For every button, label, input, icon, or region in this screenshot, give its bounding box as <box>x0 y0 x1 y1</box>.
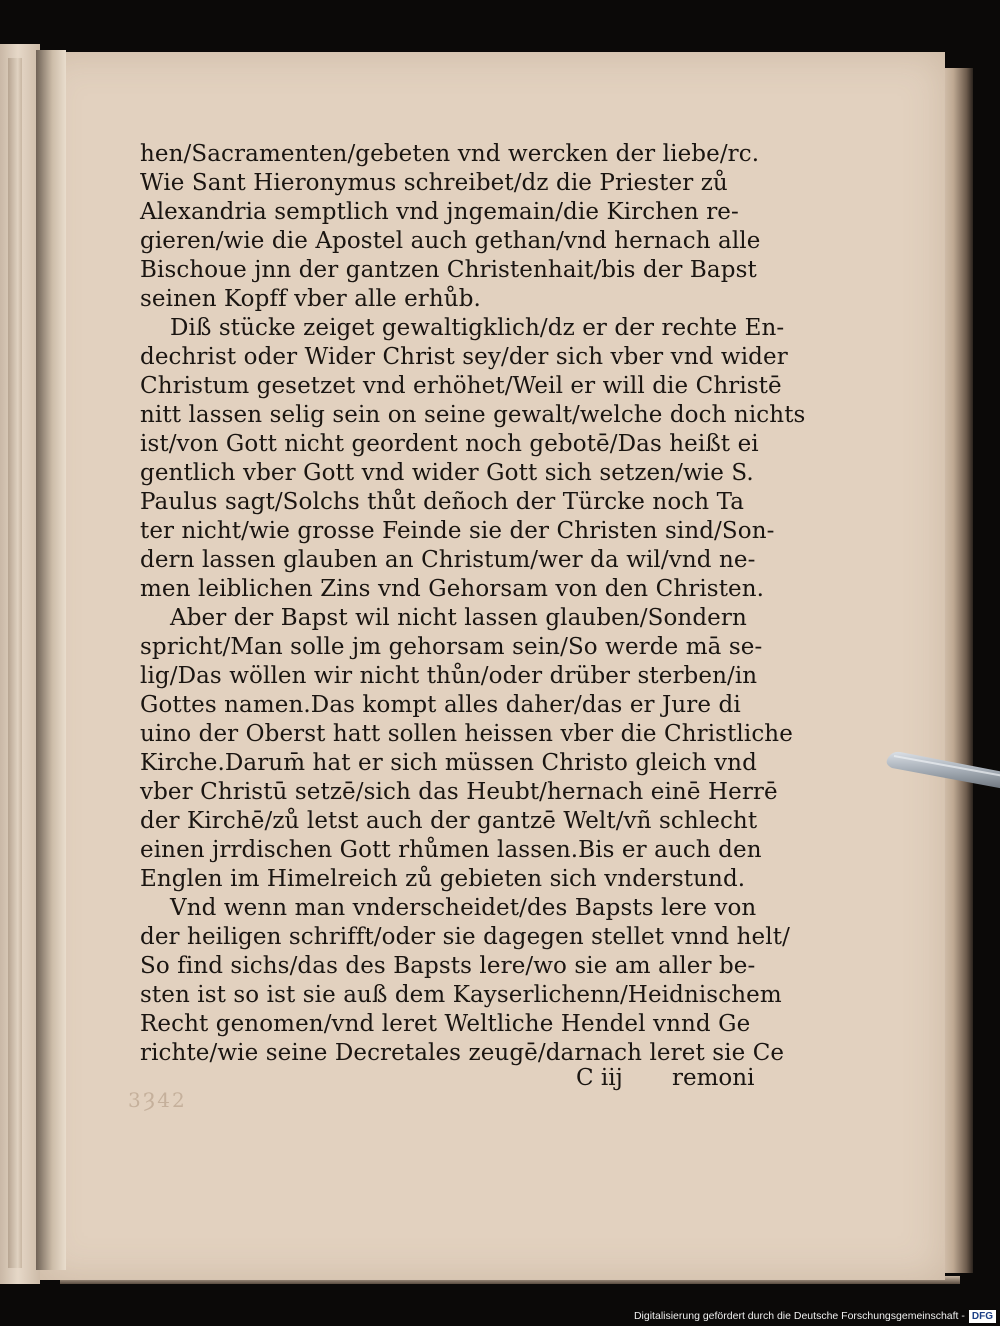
dfg-logo: DFG <box>969 1310 996 1323</box>
text-line: dechrist oder Wider Christ sey/der sich vber vnd wider <box>140 344 788 370</box>
page-text-block <box>140 140 806 1068</box>
text-line: ter nicht/wie grosse Feinde sie der Christen sind/Son- <box>140 518 775 544</box>
text-line: uino der Oberst hatt sollen heissen vber die Christliche <box>140 721 793 747</box>
credit-text: Digitalisierung gefördert durch die Deutsche Forschungsgemeinschaft - <box>633 1310 965 1322</box>
text-line: seinen Kopff vber alle erhůb. <box>140 286 481 312</box>
gutter-shadow <box>36 50 66 1270</box>
text-line: lig/Das wöllen wir nicht thůn/oder drüber sterben/in <box>140 663 758 689</box>
signature-line <box>140 1063 780 1093</box>
text-line: Vnd wenn man vnderscheidet/des Bapsts lere von <box>170 895 757 921</box>
text-line: Diß stücke zeiget gewaltigklich/dz er der rechte En- <box>170 315 785 341</box>
text-line: Recht genomen/vnd leret Weltliche Hendel vnnd Ge <box>140 1011 751 1037</box>
text-line: spricht/Man solle jm gehorsam sein/So werde mā se- <box>140 634 763 660</box>
signature-mark: C iij <box>576 1065 623 1091</box>
text-line: der Kirchē/zů letst auch der gantzē Welt/vñ schlecht <box>140 808 758 834</box>
text-line: gentlich vber Gott vnd wider Gott sich setzen/wie S. <box>140 460 754 486</box>
text-line: nitt lassen selig sein on seine gewalt/welche doch nichts <box>140 402 806 428</box>
text-line: Paulus sagt/Solchs thůt deñoch der Türcke noch Ta <box>140 489 745 515</box>
text-line: Christum gesetzet vnd erhöhet/Weil er will die Christē <box>140 373 782 399</box>
text-line: Aber der Bapst wil nicht lassen glauben/Sondern <box>170 605 747 631</box>
text-line: Gottes namen.Das kompt alles daher/das er Jure di <box>140 692 741 718</box>
pointer-stylus-icon <box>884 748 1000 792</box>
text-line: So find sichs/das des Bapsts lere/wo sie am aller be- <box>140 953 756 979</box>
text-line: men leiblichen Zins vnd Gehorsam von den Christen. <box>140 576 765 602</box>
text-line: gieren/wie die Apostel auch gethan/vnd hernach alle <box>140 228 761 254</box>
text-line: der heiligen schrifft/oder sie dagegen stellet vnnd helt/ <box>140 924 790 950</box>
text-line: ist/von Gott nicht geordent noch gebotē/Das heißt ei <box>140 431 759 457</box>
catchword: remoni <box>672 1065 755 1091</box>
text-line: Alexandria semptlich vnd jngemain/die Kirchen re- <box>140 199 739 225</box>
text-line: sten ist so ist sie auß dem Kayserlichenn/Heidnischem <box>140 982 782 1008</box>
text-line: Englen im Himelreich zů gebieten sich vnderstund. <box>140 866 746 892</box>
showthrough-text: 3Ȝ42 <box>128 1088 187 1112</box>
text-line: hen/Sacramenten/gebeten vnd wercken der liebe/rc. <box>140 141 760 167</box>
text-line: Wie Sant Hieronymus schreibet/dz die Priester zů <box>140 170 728 196</box>
text-line: einen jrrdischen Gott rhůmen lassen.Bis er auch den <box>140 837 762 863</box>
text-line: vber Christū setzē/sich das Heubt/hernach einē Herrē <box>140 779 778 805</box>
text-line: Kirche.Darum̄ hat er sich müssen Christo gleich vnd <box>140 750 757 776</box>
left-page-fold <box>8 58 22 1268</box>
digitization-credit <box>634 1308 996 1324</box>
text-line: Bischoue jnn der gantzen Christenhait/bis der Bapst <box>140 257 757 283</box>
text-line: richte/wie seine Decretales zeugē/darnach leret sie Ce <box>140 1040 785 1066</box>
text-line: dern lassen glauben an Christum/wer da wil/vnd ne- <box>140 547 756 573</box>
